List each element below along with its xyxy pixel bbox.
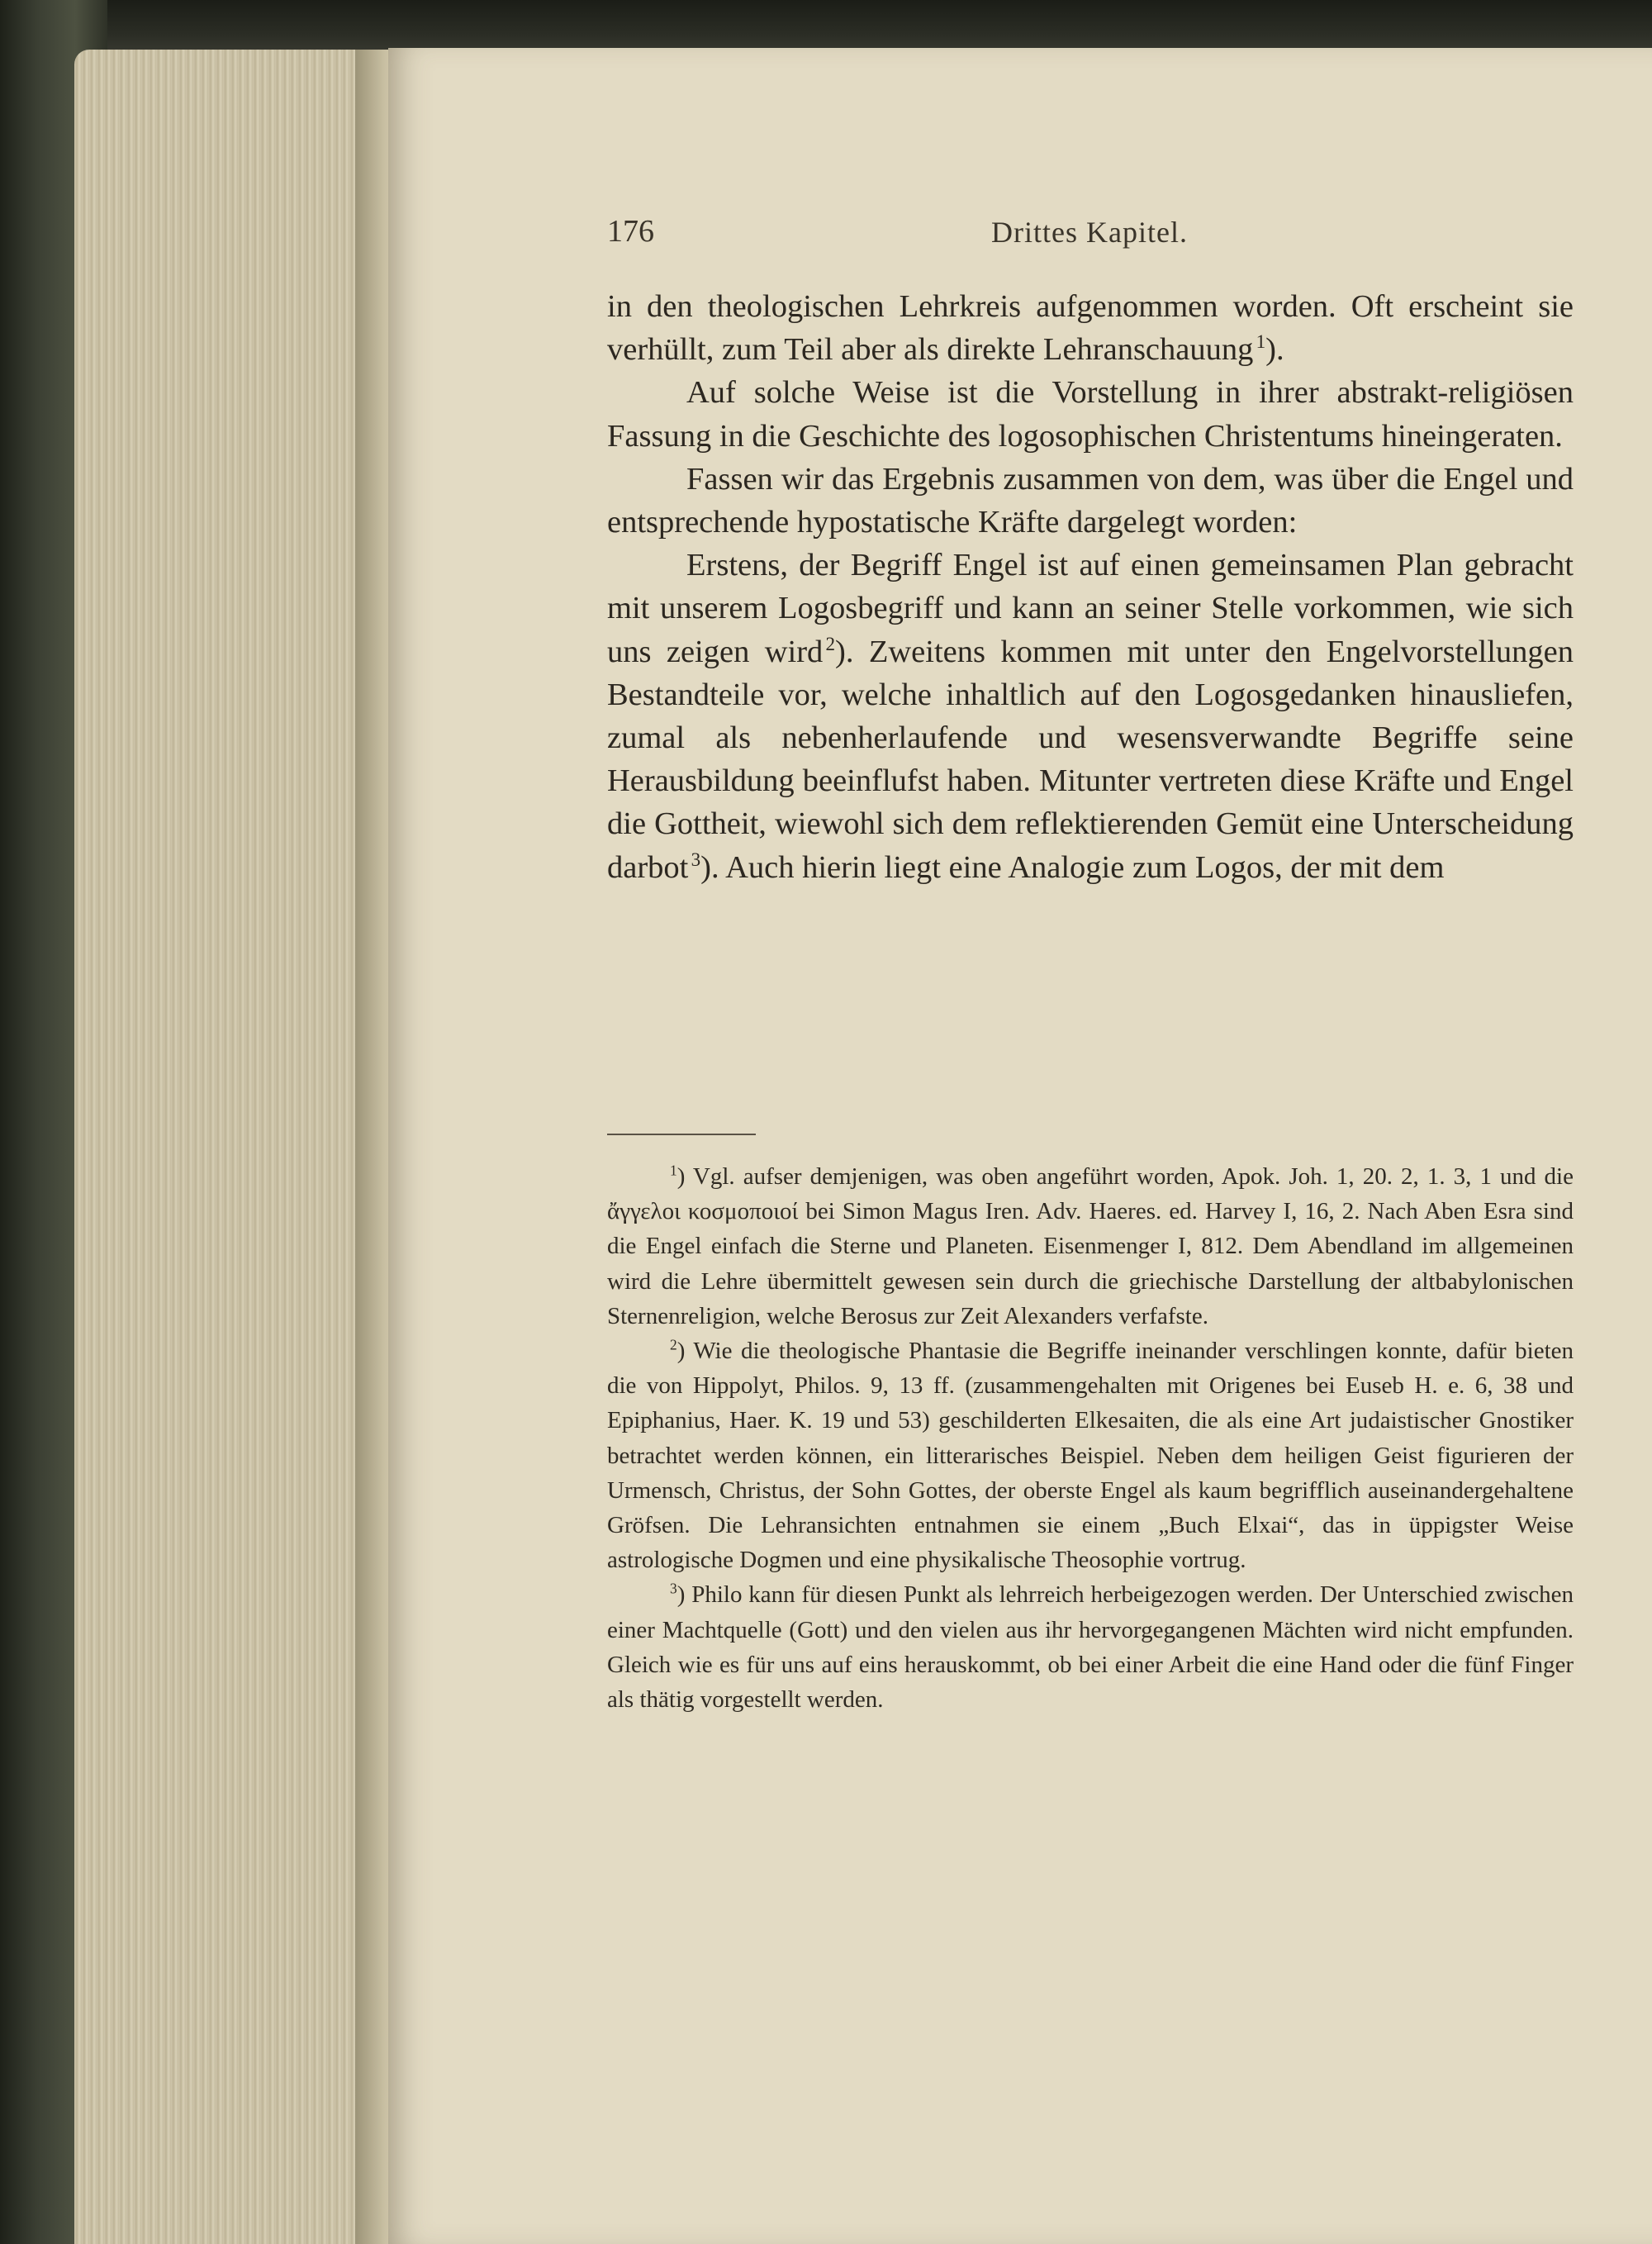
footnotes xyxy=(607,1159,1574,1717)
body-text xyxy=(607,285,1574,889)
footnote-ref: 1 xyxy=(1256,330,1266,353)
footnote: $^3$) Philo kann für diesen Punkt als lehrreich herbeigezogen werden. Der Unterschied zwischen einer Machtquelle (Gott) und den vielen aus ihr hervorgegangenen Mächten wird nicht empfunden. Gleich wie es für uns auf eins herauskommt, ob bei einer Arbeit die eine Hand oder die fünf Finger als thätig vorgestellt werden. xyxy=(607,1580,1574,1714)
page-header xyxy=(607,213,1574,254)
footnote-ref: 2 xyxy=(825,632,836,654)
page-edges xyxy=(74,50,388,2244)
paragraph: Erstens, der Begriff Engel ist auf einen gemeinsamen Plan gebracht mit unserem Logosbegriff und kann an seiner Stelle vorkommen, wie sich uns zeigen wird $^2$). Zweitens kommen mit unter den Engelvorstellungen Bestandteile vor, welche inhaltlich auf den Logosgedanken hinausliefen, zumal als nebenherlaufende und wesensverwandte Begriffe seine Herausbildung beeinflufst haben. Mitunter vertreten diese Kräfte und Engel die Gottheit, wiewohl sich dem reflektierenden Gemüt eine Unterscheidung darbot $^3$). Auch hierin liegt eine Analogie zum Logos, der mit dem xyxy=(607,548,1574,885)
footnote: $^1$) Vgl. aufser demjenigen, was oben angeführt worden, Apok. Joh. 1, 20. 2, 1. 3, 1 und die ἄγγελοι κοσμοποιοί bei Simon Magus Iren. Adv. Haeres. ed. Harvey I, 16, 2. Nach Aben Esra sind die Engel einfach die Sterne und Planeten. Eisenmenger I, 812. Dem Abendland im allgemeinen wird die Lehre übermittelt gewesen sein durch die griechische Darstellung der altbabylonischen Sternenreligion, welche Berosus zur Zeit Alexanders verfafste. xyxy=(607,1162,1574,1329)
paragraph: Auf solche Weise ist die Vorstellung in ihrer abstrakt-religiösen Fassung in die Geschichte des logosophischen Christentums hineingeraten. xyxy=(607,375,1574,454)
footnote-marker: 1 xyxy=(670,1162,677,1179)
paragraph: in den theologischen Lehrkreis aufgenommen worden. Oft erscheint sie verhüllt, zum Teil aber als direkte Lehranschauung $^1$). xyxy=(607,289,1574,368)
footnote-marker: 3 xyxy=(670,1580,677,1597)
footnote-ref: 3 xyxy=(691,848,701,870)
running-head: Drittes Kapitel. xyxy=(991,216,1188,249)
footnote: $^2$) Wie die theologische Phantasie die Begriffe ineinander verschlingen konnte, dafür bieten die von Hippolyt, Philos. 9, 13 ff. (zusammengehalten mit Origenes bei Euseb H. e. 6, 38 und Epiphanius, Haer. K. 19 und 53) geschilderten Elkesaiten, die als eine Art judaistischer Gnostiker betrachtet werden können, ein litterarisches Beispiel. Neben dem heiligen Geist figurieren der Urmensch, Christus, der Sohn Gottes, der oberste Engel als kaum begrifflich auseinandergehaltene Gröfsen. Die Lehransichten entnahmen sie einem „Buch Elxai“, das in üppigster Weise astrologische Dogmen und eine physikalische Theosophie vortrug. xyxy=(607,1336,1574,1574)
paragraph: Fassen wir das Ergebnis zusammen von dem, was über die Engel und entsprechende hypostatische Kräfte dargelegt worden: xyxy=(607,461,1574,540)
footnote-marker: 2 xyxy=(670,1336,677,1353)
page-number: 176 xyxy=(607,214,654,249)
footnote-rule xyxy=(607,1134,756,1135)
